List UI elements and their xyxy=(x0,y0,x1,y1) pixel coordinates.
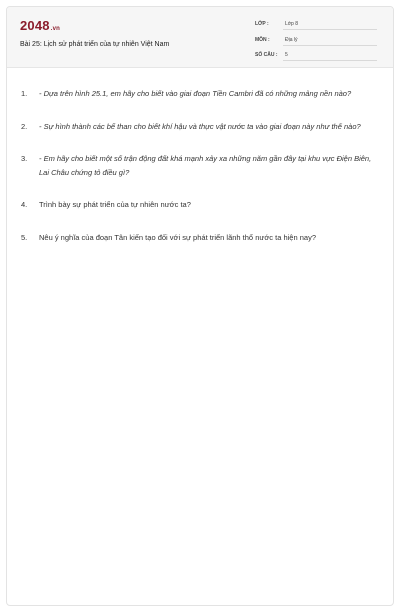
meta-row-subject xyxy=(255,36,383,46)
question-item xyxy=(21,120,381,134)
question-list xyxy=(21,87,381,244)
meta-value-question-count: 5 xyxy=(285,52,288,58)
worksheet-header xyxy=(7,7,393,68)
meta-row-question-count xyxy=(255,51,383,61)
question-number: 4. xyxy=(21,200,28,209)
meta-underline xyxy=(283,45,377,46)
lesson-title: Bài 25: Lịch sử phát triển của tự nhiên Việt Nam xyxy=(20,41,170,48)
question-number: 1. xyxy=(21,89,28,98)
meta-value-subject: Địa lý xyxy=(285,37,298,43)
question-text: Nêu ý nghĩa của đoạn Tân kiến tạo đối với sự phát triển lãnh thổ nước ta hiện nay? xyxy=(39,232,316,242)
meta-underline xyxy=(283,60,377,61)
worksheet-page xyxy=(6,6,394,606)
meta-underline xyxy=(283,29,377,30)
question-number: 2. xyxy=(21,121,28,131)
site-logo[interactable] xyxy=(20,19,60,36)
question-text: - Em hãy cho biết một số trận động đất khá mạnh xảy xa những năm gần đây tại khu vực Điện Biên, Lai Châu chứng tỏ điều gì? xyxy=(39,154,372,177)
logo-main-text: 2048 xyxy=(20,18,50,33)
meta-label-class: LỚP : xyxy=(255,21,269,27)
question-number: 3. xyxy=(21,154,28,163)
question-item xyxy=(21,152,381,179)
question-item xyxy=(21,198,381,212)
meta-label-subject: MÔN : xyxy=(255,37,270,43)
question-text: - Dựa trên hình 25.1, em hãy cho biết vào giai đoạn Tiền Cambri đã có những mảng nền nào? xyxy=(39,89,352,98)
meta-value-class: Lớp 8 xyxy=(285,21,299,27)
question-number: 5. xyxy=(21,232,28,242)
logo-suffix-text: .vn xyxy=(50,26,61,32)
question-item xyxy=(21,231,381,245)
question-text: Trình bày sự phát triển của tự nhiên nước ta? xyxy=(39,200,191,209)
question-text: - Sự hình thành các bể than cho biết khí hậu và thực vật nước ta vào giai đoạn này như thế nào? xyxy=(39,121,361,131)
meta-row-class xyxy=(255,20,383,30)
meta-label-question-count: SỐ CÂU : xyxy=(255,52,278,58)
question-item xyxy=(21,87,381,101)
